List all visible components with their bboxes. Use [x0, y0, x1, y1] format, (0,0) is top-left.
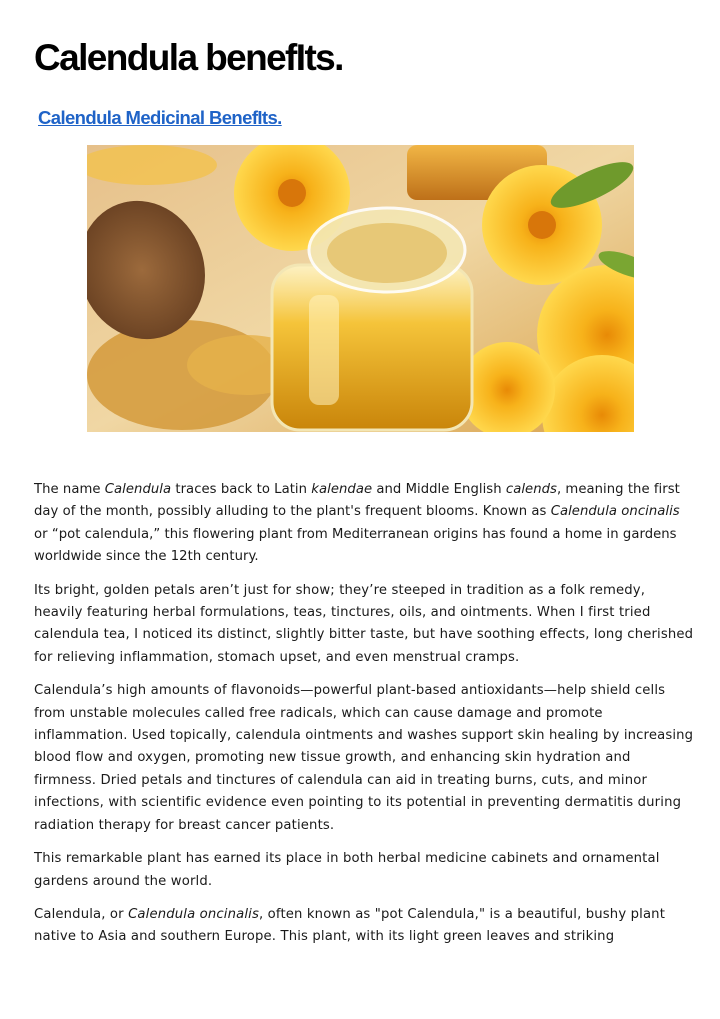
paragraph-remarkable-plant: This remarkable plant has earned its place in both herbal medicine cabinets and ornamental gardens around the world. [34, 851, 660, 889]
article-body [34, 479, 694, 960]
paragraph-pot-calendula: Calendula, or Calendula oncinalis, often known as "pot Calendula," is a beautiful, bushy plant native to Asia and southern Europe. This plant, with its light green leaves and striking [34, 906, 666, 945]
calendula-oil-jar-photo [87, 145, 634, 432]
paragraph-name-origin: The name Calendula traces back to Latin kalendae and Middle English calends, meaning the first day of the month, possibly alluding to the plant's frequent blooms. Known as Calendula oncinalis or “pot calendula,” this flowering plant from Mediterranean origins has found a home in gardens worldwide since the 12th century. [34, 482, 680, 565]
page-title: Calendula benefIts. [34, 37, 343, 78]
subtitle-link[interactable]: Calendula Medicinal BenefIts. [38, 107, 282, 128]
paragraph-flavonoids: Calendula’s high amounts of flavonoids—powerful plant-based antioxidants—help shield cells from unstable molecules called free radicals, which can cause damage and promote inflammation. Used topically, calendula ointments and washes support skin healing by increasing blood flow and oxygen, promoting new tissue growth, and enhancing skin hydration and firmness. Dried petals and tinctures of calendula can aid in treating burns, cuts, and minor infections, with scientific evidence even pointing to its potential in preventing dermatitis during radiation therapy for breast cancer patients. [34, 683, 694, 833]
paragraph-folk-remedy: Its bright, golden petals aren’t just for show; they’re steeped in tradition as a folk remedy, heavily featuring herbal formulations, teas, tinctures, oils, and ointments. When I first tried calendula tea, I noticed its distinct, slightly bitter taste, but have soothing effects, long cherished for relieving inflammation, stomach upset, and even menstrual cramps. [34, 582, 694, 665]
